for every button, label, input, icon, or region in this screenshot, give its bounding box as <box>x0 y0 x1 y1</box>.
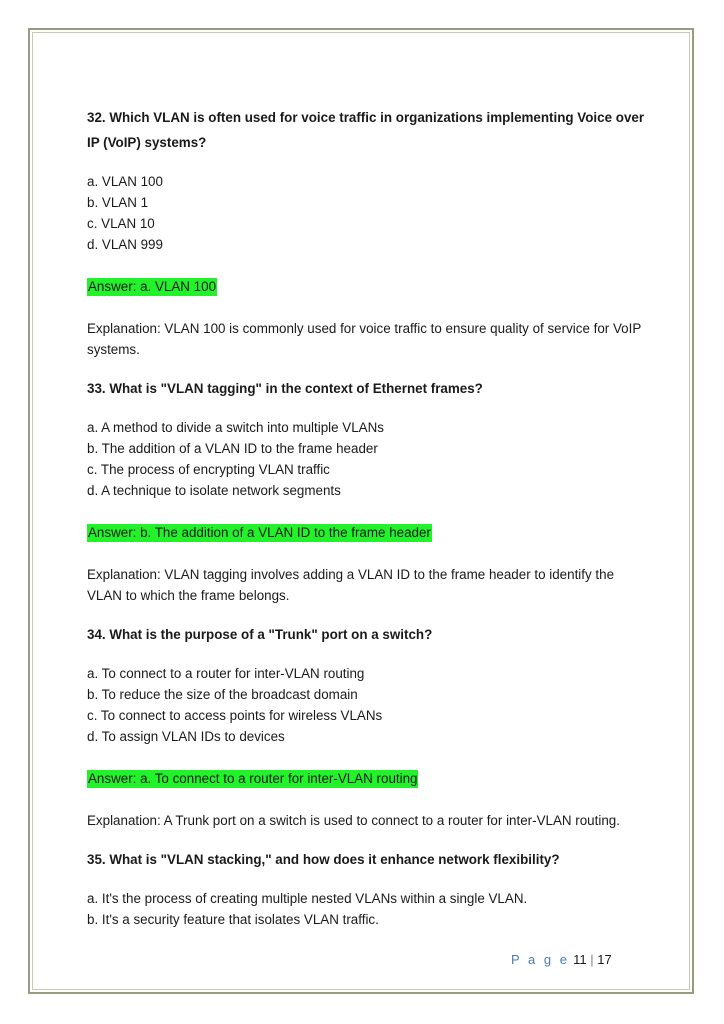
question-35: 35. What is "VLAN stacking," and how does it enhance network flexibility? <box>87 852 560 867</box>
answer-32 <box>87 276 647 297</box>
option-35-b: b. It's a security feature that isolates VLAN traffic. <box>87 912 379 927</box>
question-33: 33. What is "VLAN tagging" in the context of Ethernet frames? <box>87 381 483 396</box>
explanation-32: Explanation: VLAN 100 is commonly used for voice traffic to ensure quality of service for VoIP systems. <box>87 321 642 357</box>
option-34-a: a. To connect to a router for inter-VLAN routing <box>87 666 365 681</box>
page-separator: | <box>590 952 594 967</box>
page-label: P a g e <box>511 952 570 967</box>
option-33-b: b. The addition of a VLAN ID to the frame header <box>87 441 378 456</box>
answer-34 <box>87 768 647 789</box>
document-body <box>87 105 647 930</box>
question-32: 32. Which VLAN is often used for voice traffic in organizations implementing Voice over IP (VoIP) systems? <box>87 110 645 150</box>
option-34-b: b. To reduce the size of the broadcast domain <box>87 687 358 702</box>
answer-34-highlight: Answer: a. To connect to a router for inter-VLAN routing <box>88 771 418 786</box>
option-34-c: c. To connect to access points for wireless VLANs <box>87 708 383 723</box>
option-34-d: d. To assign VLAN IDs to devices <box>87 729 285 744</box>
option-33-c: c. The process of encrypting VLAN traffic <box>87 462 330 477</box>
option-33-d: d. A technique to isolate network segments <box>87 483 341 498</box>
question-34: 34. What is the purpose of a "Trunk" port on a switch? <box>87 627 433 642</box>
answer-33 <box>87 522 647 543</box>
option-32-b: b. VLAN 1 <box>87 195 149 210</box>
option-32-c: c. VLAN 10 <box>87 216 155 231</box>
option-33-a: a. A method to divide a switch into multiple VLANs <box>87 420 384 435</box>
answer-32-highlight: Answer: a. VLAN 100 <box>88 279 217 294</box>
option-32-d: d. VLAN 999 <box>87 237 163 252</box>
explanation-34: Explanation: A Trunk port on a switch is used to connect to a router for inter-VLAN routing. <box>87 813 620 828</box>
page-number: 11 <box>573 952 587 967</box>
option-32-a: a. VLAN 100 <box>87 174 163 189</box>
page-footer <box>511 952 612 967</box>
total-pages: 17 <box>597 952 612 967</box>
answer-33-highlight: Answer: b. The addition of a VLAN ID to the frame header <box>88 525 431 540</box>
explanation-33: Explanation: VLAN tagging involves adding a VLAN ID to the frame header to identify the VLAN to which the frame belongs. <box>87 567 615 603</box>
option-35-a: a. It's the process of creating multiple nested VLANs within a single VLAN. <box>87 891 528 906</box>
